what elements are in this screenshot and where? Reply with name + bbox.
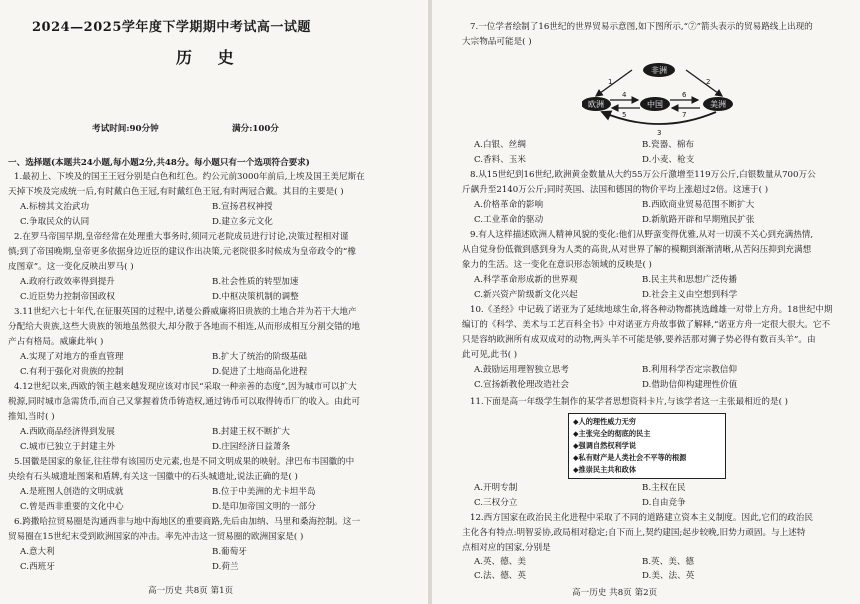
option: D.借助信仰构建理性价值 (642, 380, 738, 390)
bullet-icon: ◆ (573, 441, 579, 450)
option: C.争取民众的认同 (20, 217, 90, 227)
option: A.政府行政效率得到提升 (20, 277, 115, 287)
option: D.新航路开辟和早期殖民扩张 (642, 215, 755, 225)
page-footer: 高一历史 共8页 第1页 (148, 586, 234, 596)
option: B.西欧商业贸易范围不断扩大 (642, 200, 755, 210)
route-number: 1 (608, 78, 613, 86)
option: C.工业革命的驱动 (474, 215, 544, 225)
route-number: 6 (682, 91, 687, 99)
route-number: 5 (622, 111, 627, 119)
question-line: 2.在罗马帝国早期,皇帝经常在处理重大事务时,须同元老院成员进行讨论,决策过程相对谨 (14, 232, 349, 242)
question-line: 推知,当时( ) (8, 412, 55, 422)
exam-time: 考试时间:90分钟 (92, 124, 159, 134)
question-line: 皮图章”。这一变化反映出罗马( ) (8, 262, 134, 272)
option: A.标榜其文治武功 (20, 202, 90, 212)
question-line: 从自觉身份低微到感到身为人类的高贵,从对世界了解的模糊到渐渐清晰,从苦闷压抑到充满想 (462, 245, 812, 255)
option: D.促进了土地商品化进程 (212, 367, 308, 377)
option: D.美、法、英 (642, 571, 695, 581)
route-number: 4 (622, 91, 627, 99)
bullet-icon: ◆ (573, 429, 579, 438)
card-item: ◆人的理性威力无穷 (573, 417, 637, 426)
route-number: 3 (657, 129, 662, 136)
node-label: 美洲 (710, 100, 726, 109)
section-heading: 一、选择题(本题共24小题,每小题2分,共48分。每小题只有一个选项符合要求) (8, 158, 310, 168)
bullet-icon: ◆ (573, 465, 579, 474)
exam-page-1 (0, 0, 428, 604)
node-label: 非洲 (651, 66, 667, 75)
route-arrow-1 (596, 70, 632, 96)
question-line: 7.一位学者绘制了16世纪的世界贸易示意图,如下图所示,“⑦”箭头表示的贸易路线上出现的 (470, 22, 813, 32)
question-line: 8.从15世纪到16世纪,欧洲黄金数量从大约55万公斤激增至119万公斤,白银数量从700万公 (470, 170, 816, 180)
card-item: ◆主张完全的彻底的民主 (573, 429, 651, 438)
question-line: 此可见,此书( ) (462, 350, 518, 360)
option: A.是班图人创造的文明成就 (20, 487, 124, 497)
option: A.科学革命形成新的世界观 (474, 275, 578, 285)
option: C.三权分立 (474, 498, 518, 508)
node-label: 欧洲 (588, 100, 604, 109)
option: B.利用科学否定宗教信仰 (642, 365, 737, 375)
exam-title: 2024—2025学年度下学期期中考试高一试题 (32, 20, 311, 35)
option: C.香料、玉米 (474, 155, 526, 165)
route-arrow-2 (686, 70, 722, 96)
exam-score: 满分:100分 (232, 124, 279, 134)
question-line: 象力的生活。这一变化在意识形态领域的反映是( ) (462, 260, 652, 270)
question-line: 产占有格局。威廉此举( ) (8, 337, 104, 347)
option: C.曾是西非重要的文化中心 (20, 502, 124, 512)
option: D.庄园经济日益萧条 (212, 442, 291, 452)
option: D.建立多元文化 (212, 217, 273, 227)
option: A.开明专制 (474, 483, 518, 493)
question-line: 慎;到了帝国晚期,皇帝更多依据身边近臣的建议作出决策,元老院很多时候成为皇帝政令的“橡 (8, 247, 356, 257)
question-line: 税源,同时城市急需货币,而自己又掌握着货币铸造权,通过铸币可以取得铸币厂的收入。由此可 (8, 397, 360, 407)
option: B.主权在民 (642, 483, 686, 493)
node-label: 中国 (647, 100, 663, 109)
option: A.意大利 (20, 547, 55, 557)
route-number: 2 (706, 78, 711, 86)
question-line: 5.国徽是国家的象征,往往带有该国历史元素,也是不同文明成果的映射。津巴布韦国徽的中 (14, 457, 355, 467)
option: C.城市已独立于封建主外 (20, 442, 115, 452)
question-line: 12.西方国家在政治民主化进程中采取了不同的道路建立资本主义制度。因此,它们的政治民 (470, 513, 813, 523)
option: A.鼓励运用理智独立思考 (474, 365, 569, 375)
option: D.是印加帝国文明的一部分 (212, 502, 316, 512)
question-line: 天掉下埃及完成统一后,有时戴白色王冠,有时戴红色王冠,有时两冠合戴。其目的主要是( ) (8, 187, 344, 197)
subject-title: 历 史 (176, 48, 244, 67)
trade-route-diagram (582, 62, 736, 136)
page-footer: 高一历史 共8页 第2页 (572, 588, 658, 598)
option: C.西班牙 (20, 562, 55, 572)
option: B.社会性质的转型加速 (212, 277, 299, 287)
option: B.封建王权不断扩大 (212, 427, 290, 437)
option: C.法、德、英 (474, 571, 526, 581)
option: D.荷兰 (212, 562, 239, 572)
option: A.白银、丝绸 (474, 140, 526, 150)
option: B.瓷器、棉布 (642, 140, 695, 150)
question-line: 主化各有特点:明智妥协,政局相对稳定;自下而上,契约建国;起步较晚,旧势力顽固。与上述特 (462, 528, 806, 538)
option: B.位于中美洲的尤卡坦半岛 (212, 487, 316, 497)
option: C.新兴资产阶级新文化兴起 (474, 290, 578, 300)
option: C.宣扬新教伦理改造社会 (474, 380, 569, 390)
option: D.自由竞争 (642, 498, 686, 508)
option: D.中枢决策机制的调整 (212, 292, 299, 302)
option: A.西欧商品经济得到发展 (20, 427, 115, 437)
option: B.扩大了统治的阶级基础 (212, 352, 307, 362)
option: B.宣扬君权神授 (212, 202, 273, 212)
bullet-icon: ◆ (573, 453, 579, 462)
question-line: 央绘有石头城遗址图案和盾牌,有关这一国徽中的石头城遗址,说法正确的是( ) (8, 472, 298, 482)
question-line: 3.11世纪六七十年代,在征服英国的过程中,诺曼公爵威廉将旧贵族的土地合并为若干大地产 (14, 307, 357, 317)
option: D.小麦、枪支 (642, 155, 695, 165)
option: C.有利于强化对贵族的控制 (20, 367, 124, 377)
route-number: 7 (682, 111, 687, 119)
question-line: 6.跨撒哈拉贸易圈是沟通西非与地中海地区的重要商路,先后由加纳、马里和桑海控制。这一 (14, 517, 361, 527)
question-line: 点相对应的国家,分别是 (462, 543, 551, 553)
thought-card (568, 413, 726, 479)
question-line: 1.最初上、下埃及的国王王冠分别是白色和红色。约公元前3000年前后,上埃及国王美尼斯在 (14, 172, 365, 182)
card-item: ◆私有财产是人类社会不平等的根源 (573, 453, 687, 462)
option: B.英、美、德 (642, 557, 695, 567)
question-line: 斤飙升至2140万公斤;同时英国、法国和德国的物价平均上涨超过2倍。这速于( ) (462, 185, 769, 195)
option: A.价格革命的影响 (474, 200, 544, 210)
question-line: 只是容纳欧洲所有成双成对的动物,两头羊不可能是够,要养活那对狮子势必得有数百头羊”。由 (462, 335, 816, 345)
question-line: 大宗物品可能是( ) (462, 37, 532, 47)
option: A.英、德、美 (474, 557, 526, 567)
option: C.近臣势力控制帝国政权 (20, 292, 115, 302)
card-item: ◆推崇民主共和政体 (573, 465, 637, 474)
question-line: 10.《圣经》中记载了诺亚为了延续地球生命,将各种动物都挑选雌雄一对带上方舟。18世纪中期 (470, 305, 833, 315)
question-line: 4.12世纪以来,西欧的领主越来越发现应该对市民“采取一种亲善的态度”,因为城市可以扩大 (14, 382, 357, 392)
question-line: 编订的《科学、美术与工艺百科全书》中对诺亚方舟故事做了解释,“诺亚方舟一定很大很大。它不 (462, 320, 831, 330)
card-item: ◆强调自然权利学说 (573, 441, 637, 450)
exam-page-2 (432, 0, 860, 604)
question-line: 11.下面是高一年级学生制作的某学者思想资料卡片,与该学者这一主张最相近的是( ) (470, 397, 789, 407)
option: B.葡萄牙 (212, 547, 247, 557)
option: B.民主共和思想广泛传播 (642, 275, 737, 285)
question-line: 9.有人这样描述欧洲人精神风貌的变化:他们从野蛮变得优雅,从对一切漠不关心到充满热情, (470, 230, 814, 240)
option: A.实现了对地方的垂直管理 (20, 352, 124, 362)
question-line: 贸易圈在15世纪末受到欧洲国家的冲击。率先冲击这一贸易圈的欧洲国家是( ) (8, 532, 304, 542)
option: D.社会主义由空想到科学 (642, 290, 738, 300)
question-line: 分配给大贵族,这些大贵族的领地虽然很大,却分散于各地而不相连,从而形成相互分割交错的地 (8, 322, 360, 332)
route-arrow-3 (602, 112, 716, 124)
bullet-icon: ◆ (573, 417, 579, 426)
